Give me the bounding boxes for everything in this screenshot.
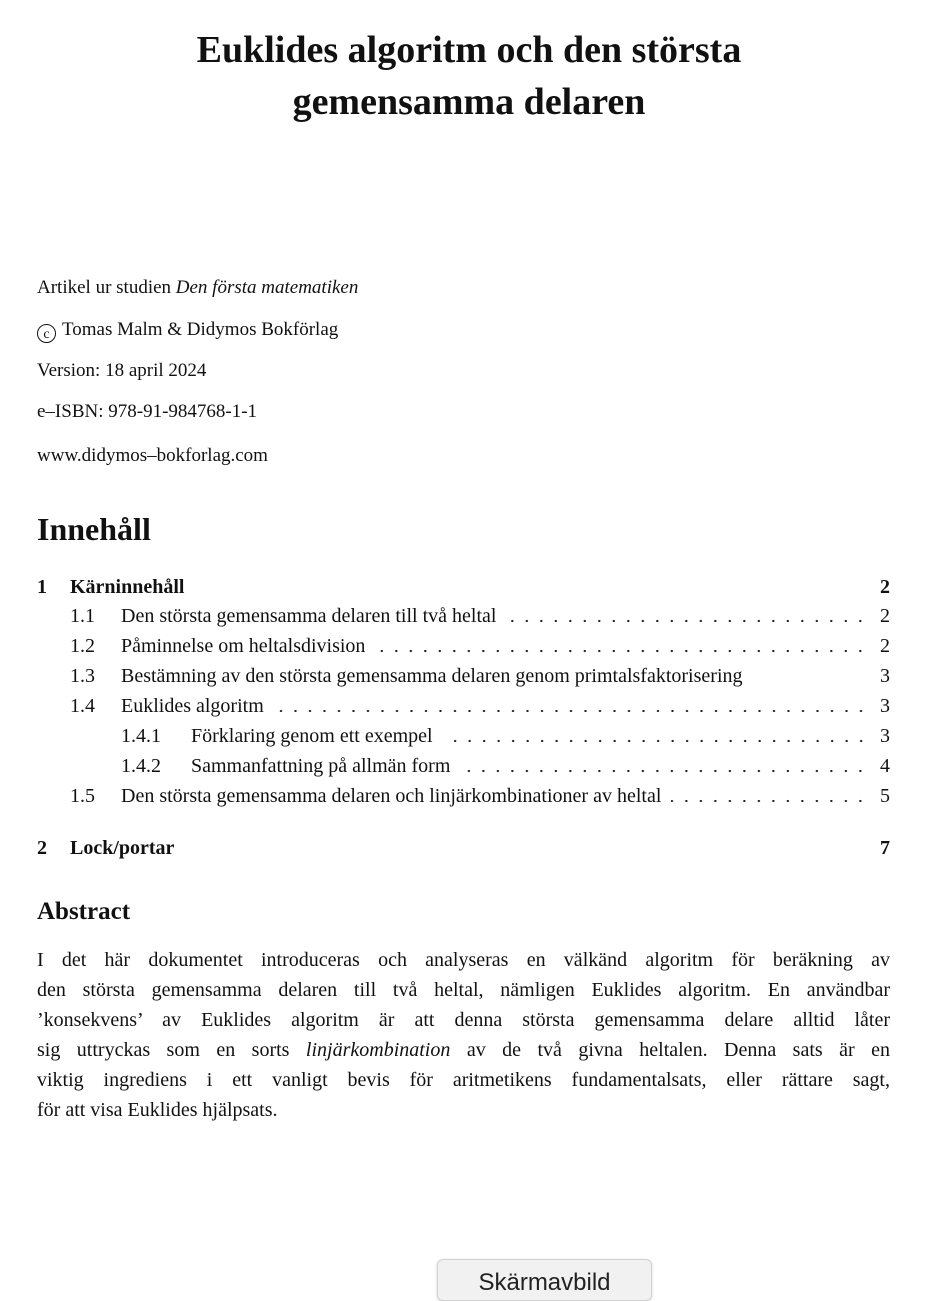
toc-entry-number: 1.2 <box>70 635 95 657</box>
toc-entry-number: 1.4.2 <box>121 755 161 777</box>
toc-entry-page: 2 <box>880 635 890 657</box>
toc-entry-page: 3 <box>880 725 890 747</box>
toc-entry-page: 3 <box>880 695 890 717</box>
toc-dot-leader <box>184 850 868 856</box>
toc-entry-label: Påminnelse om heltalsdivision <box>121 635 366 657</box>
toc-entry[interactable] <box>37 835 890 861</box>
toc-dot-leader <box>274 708 868 714</box>
abstract-line: I det här dokumentet introduceras och analyseras en välkänd algoritm för beräkning av <box>37 949 890 971</box>
toc-entry-label: Lock/portar <box>70 837 175 859</box>
toc-entry-label: Euklides algoritm <box>121 695 264 717</box>
toc-dot-leader <box>671 798 868 804</box>
toc-entry-number: 1.3 <box>70 665 95 687</box>
abstract-line: för att visa Euklides hjälpsats. <box>37 1099 278 1121</box>
copyright-line <box>37 319 338 343</box>
toc-entry[interactable] <box>37 753 890 779</box>
toc-entry-label: Bestämning av den största gemensamma delaren genom primtalsfaktorisering <box>121 665 743 687</box>
toc-dot-leader <box>194 589 868 595</box>
toc-entry-page: 3 <box>880 665 890 687</box>
toc-entry[interactable] <box>37 723 890 749</box>
toc-entry-label: Kärninnehåll <box>70 576 185 598</box>
toc-dot-leader <box>443 738 868 744</box>
source-line <box>37 277 358 299</box>
toc-entry-page: 5 <box>880 785 890 807</box>
toc-dot-leader <box>375 648 868 654</box>
toc-entry[interactable] <box>37 663 890 689</box>
toc-dot-leader <box>506 618 868 624</box>
emphasis: linjärkombination <box>305 1039 451 1061</box>
copyright-icon: c <box>37 324 56 343</box>
screenshot-tooltip: Skärmavbild <box>437 1259 652 1301</box>
toc-heading: Innehåll <box>37 511 151 547</box>
toc-entry-page: 4 <box>880 755 890 777</box>
toc-entry[interactable] <box>37 633 890 659</box>
toc-entry-page: 7 <box>880 837 890 859</box>
source-title: Den första matematiken <box>175 277 359 298</box>
toc-entry-number: 2 <box>37 837 47 859</box>
abstract-line <box>37 1035 890 1065</box>
text-segment: av de två givna heltalen. Denna sats är en <box>450 1039 890 1061</box>
toc-entry[interactable] <box>37 783 890 809</box>
toc-entry-label: Den största gemensamma delaren till två heltal <box>121 605 497 627</box>
toc-entry-label: Förklaring genom ett exempel <box>191 725 433 747</box>
toc-entry-number: 1.4.1 <box>121 725 161 747</box>
abstract-heading: Abstract <box>37 898 131 925</box>
toc-entry-label: Sammanfattning på allmän form <box>191 755 451 777</box>
abstract-line: ’konsekvens’ av Euklides algoritm är att denna största gemensamma delare alltid låter <box>37 1009 890 1031</box>
text-segment: sig uttryckas som en sorts <box>37 1039 306 1061</box>
abstract-line: viktig ingrediens i ett vanligt bevis för aritmetikens fundamentalsats, eller rättare sagt, <box>37 1069 890 1091</box>
toc-entry[interactable] <box>37 693 890 719</box>
toc-entry-number: 1.1 <box>70 605 95 627</box>
toc-entry-page: 2 <box>880 605 890 627</box>
isbn: e–ISBN: 978-91-984768-1-1 <box>37 401 258 422</box>
toc-entry[interactable] <box>37 574 890 600</box>
source-prefix: Artikel ur studien <box>37 277 172 298</box>
toc-dot-leader <box>753 678 869 684</box>
toc-entry-number: 1.4 <box>70 695 95 717</box>
toc-entry[interactable] <box>37 603 890 629</box>
copyright-text: Tomas Malm & Didymos Bokförlag <box>62 319 339 340</box>
version: Version: 18 april 2024 <box>37 360 207 381</box>
toc-entry-number: 1 <box>37 576 47 598</box>
title-line-2: gemensamma delaren <box>292 81 646 123</box>
toc-entry-label: Den största gemensamma delaren och linjärkombinationer av heltal <box>121 785 662 807</box>
toc-dot-leader <box>460 768 868 774</box>
document-title <box>0 24 938 128</box>
toc-entry-number: 1.5 <box>70 785 95 807</box>
abstract-line: den största gemensamma delaren till två heltal, nämligen Euklides algoritm. En användbar <box>37 979 890 1001</box>
title-line-1: Euklides algoritm och den största <box>196 29 742 71</box>
website-link[interactable]: www.didymos–bokforlag.com <box>37 445 268 466</box>
toc-entry-page: 2 <box>880 576 890 598</box>
abstract-text <box>37 945 890 1125</box>
